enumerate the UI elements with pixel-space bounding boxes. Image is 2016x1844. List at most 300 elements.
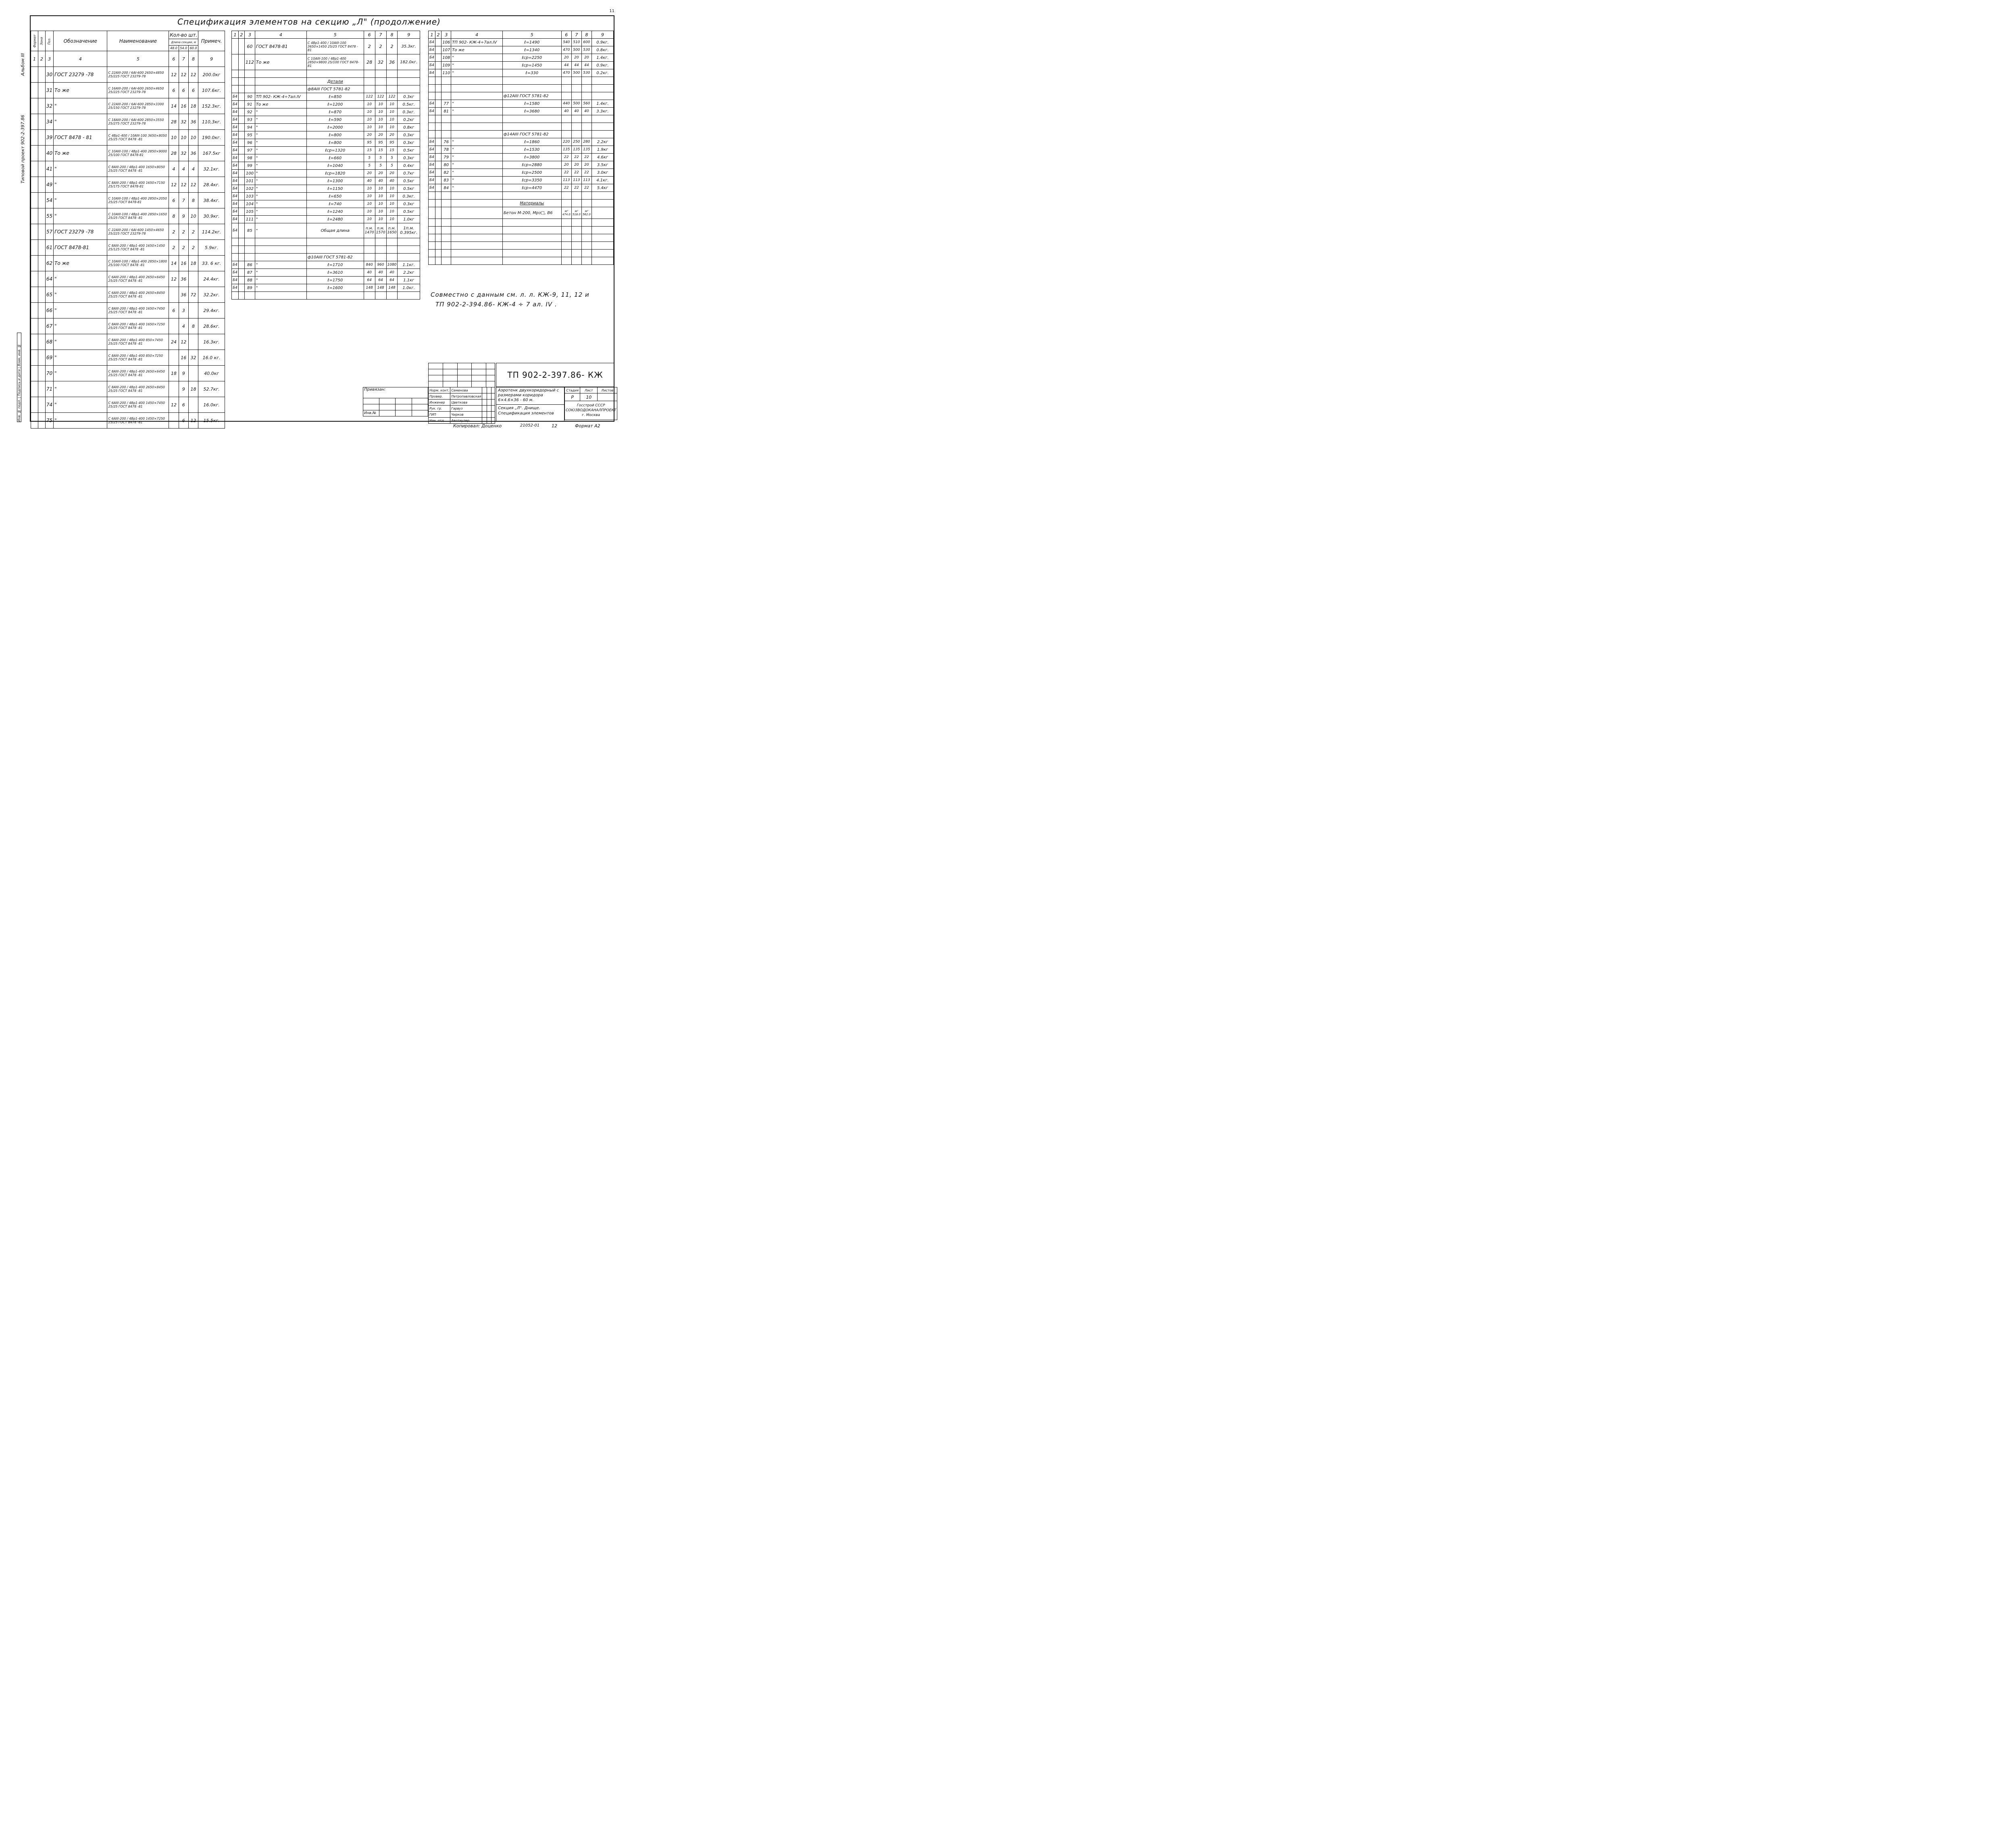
format-cell: Б4 (232, 108, 239, 116)
empty-cell (591, 92, 613, 100)
org-name: Госстрой СССР СОЮЗВОДОКАНАЛПРОЕКТ г. Москва (565, 401, 617, 420)
format-cell: Б4 (232, 139, 239, 147)
empty-cell (451, 192, 503, 200)
empty-cell (375, 78, 386, 85)
empty-cell (571, 115, 581, 123)
format-cell: Б4 (429, 62, 435, 69)
empty-cell (561, 234, 571, 242)
table-row (232, 139, 420, 147)
note-cell: 3.5кг (591, 161, 613, 169)
column-number: 6 (561, 31, 571, 39)
empty-cell (581, 92, 591, 100)
column-number: 1 (429, 31, 435, 39)
empty-cell (591, 200, 613, 207)
note-cell: 0.3кг (398, 131, 420, 139)
empty-cell (442, 123, 451, 131)
zone-cell (38, 224, 45, 240)
pos-cell: 41 (45, 161, 53, 177)
note-cell: 0.9кг. (591, 39, 613, 46)
pos-cell: 89 (244, 284, 255, 292)
qty-60-cell: 40 (386, 269, 398, 277)
table-row (232, 147, 420, 154)
zone-cell (38, 208, 45, 224)
table-row (31, 413, 225, 429)
name-cell: ℓ=1600 (306, 284, 364, 292)
empty-cell (398, 85, 420, 93)
name-cell: ℓ=3680 (502, 108, 561, 115)
col-length: Длина секции, м (169, 39, 198, 46)
format-cell: Б4 (429, 154, 435, 161)
table-row (232, 185, 420, 193)
note-cell: 0.5кг. (398, 101, 420, 108)
empty-cell (502, 192, 561, 200)
format-cell: Б4 (232, 208, 239, 216)
empty-cell (429, 227, 435, 234)
qty-48-cell: 12 (169, 67, 179, 83)
format-cell: Б4 (429, 46, 435, 54)
qty-48-cell: 470 (561, 46, 571, 54)
note-cell: 0.2кг (398, 116, 420, 124)
table-row (31, 224, 225, 240)
zone-cell (435, 92, 441, 100)
qty-54-cell: 64 (375, 277, 386, 284)
empty-cell (232, 70, 239, 78)
note-cell: 29.4кг. (198, 303, 225, 318)
zone-cell (238, 223, 244, 238)
empty-cell (561, 257, 571, 265)
format-cell: Б4 (232, 216, 239, 223)
table-row (232, 116, 420, 124)
empty-cell (398, 238, 420, 246)
qty-48-cell: 28 (364, 54, 375, 70)
format-cell: Б4 (429, 146, 435, 154)
note-cell: 5.9кг. (198, 240, 225, 256)
pos-cell: 92 (244, 108, 255, 116)
qty-48-cell: 2 (169, 224, 179, 240)
pos-cell (442, 207, 451, 219)
zone-cell (38, 130, 45, 146)
qty-60-cell: 10 (188, 208, 198, 224)
zone-cell (238, 116, 244, 124)
designation-cell: " (451, 161, 503, 169)
qty-48-cell: 6 (169, 83, 179, 98)
person-cell: Петропавловская (450, 393, 482, 400)
empty-cell (451, 115, 503, 123)
qty-54-cell: 22 (571, 169, 581, 177)
signature-cell (482, 418, 487, 424)
table-row (429, 108, 614, 115)
table-row (31, 208, 225, 224)
qty-60-cell: 95 (386, 139, 398, 147)
format-cell (31, 381, 38, 397)
empty-cell (442, 234, 451, 242)
group-heading-f10: ф10AIII ГОСТ 5781-82 (306, 254, 364, 261)
designation-cell: " (54, 98, 107, 114)
table-row (232, 193, 420, 200)
name-cell: ℓ=660 (306, 154, 364, 162)
qty-54-cell: 20 (375, 131, 386, 139)
empty-row (429, 250, 614, 257)
designation-cell: ГОСТ 23279 -78 (54, 224, 107, 240)
qty-60-cell: 10 (386, 124, 398, 131)
empty-cell (375, 85, 386, 93)
empty-cell (561, 219, 571, 227)
qty-54-cell: 16 (179, 256, 188, 271)
name-cell: С 10AIII-100 / 4Bp1-400 2850×1800 25/100 ГОСТ 8478 -81 (107, 256, 169, 271)
table-row (31, 98, 225, 114)
format-cell: Б4 (232, 200, 239, 208)
format-cell: Б4 (232, 223, 239, 238)
extra-cell (491, 387, 495, 393)
zone-cell (238, 185, 244, 193)
format-cell: Б4 (429, 138, 435, 146)
qty-54-cell: 7 (179, 193, 188, 208)
pos-cell: 93 (244, 116, 255, 124)
format-cell (31, 177, 38, 193)
qty-48-cell: 28 (169, 114, 179, 130)
qty-54-cell: 148 (375, 284, 386, 292)
column-number: 1 (232, 31, 239, 39)
sheets-value (598, 393, 617, 401)
note-cell: 1.1кг. (398, 261, 420, 269)
column-number: 8 (188, 51, 198, 67)
empty-cell (442, 227, 451, 234)
designation-cell: " (255, 108, 306, 116)
empty-cell (561, 123, 571, 131)
name-cell: С 10AIII-100 / 4Bp1-400 2850×2050 25/25 ГОСТ 8478-81 (107, 193, 169, 208)
column-number: 4 (255, 31, 306, 39)
qty-48-cell (169, 287, 179, 303)
zone-cell (238, 216, 244, 223)
qty-48-cell: 12 (169, 397, 179, 413)
empty-cell (581, 234, 591, 242)
empty-cell (435, 85, 441, 92)
note-cell: 0.8кг. (591, 46, 613, 54)
format-cell (31, 287, 38, 303)
format-cell: Б4 (232, 124, 239, 131)
designation-cell: " (451, 154, 503, 161)
signature-cell (482, 393, 487, 400)
empty-cell (364, 238, 375, 246)
note-cell: 32.1кг. (198, 161, 225, 177)
empty-cell (591, 257, 613, 265)
empty-cell (581, 115, 591, 123)
column-number: 7 (179, 51, 188, 67)
name-cell: С 8AIII-200 / 4Bp1-400 850×7250 25/25 ГОСТ 8478 -81 (107, 350, 169, 366)
zone-cell (435, 146, 441, 154)
pos-cell (442, 200, 451, 207)
name-cell: С 8AIII-200 / 4Bp1-400 1650×7150 25/175 ГОСТ 8478-81 (107, 177, 169, 193)
empty-cell (398, 292, 420, 300)
empty-cell (502, 77, 561, 85)
qty-60-cell: 10 (386, 216, 398, 223)
pos-cell (244, 85, 255, 93)
empty-cell (429, 250, 435, 257)
empty-cell (581, 250, 591, 257)
pos-cell (244, 78, 255, 85)
designation-cell: " (255, 185, 306, 193)
name-cell: ℓ=590 (306, 116, 364, 124)
format-cell: Б4 (429, 108, 435, 115)
table-row (31, 334, 225, 350)
signature-row (429, 412, 495, 418)
table-row (429, 69, 614, 77)
empty-cell (591, 77, 613, 85)
material-name: Бетон М-200, Мрз□, В6 (502, 207, 561, 219)
empty-cell (451, 219, 503, 227)
pos-cell: 68 (45, 334, 53, 350)
zone-cell (435, 200, 441, 207)
col-note: Примеч. (198, 31, 225, 51)
pos-cell: 97 (244, 147, 255, 154)
designation-cell: " (54, 334, 107, 350)
qty-54-cell: 12 (179, 67, 188, 83)
format-cell (31, 67, 38, 83)
pos-cell: 99 (244, 162, 255, 170)
note-cell: 1.9кг (591, 146, 613, 154)
material-row (429, 207, 614, 219)
note-cell: 190.0кг. (198, 130, 225, 146)
qty-48-cell: 20 (561, 161, 571, 169)
zone-cell (38, 240, 45, 256)
empty-cell (429, 192, 435, 200)
zone-cell (238, 54, 244, 70)
name-cell: ℓср=3350 (502, 177, 561, 184)
qty-48-cell: 470 (561, 69, 571, 77)
empty-cell (571, 77, 581, 85)
qty-48-cell: 15 (364, 147, 375, 154)
note-cell: 33. 6 кг. (198, 256, 225, 271)
empty-cell (244, 238, 255, 246)
qty-48-cell: 24 (169, 334, 179, 350)
qty-54-cell: 2 (375, 39, 386, 54)
qty-54-cell: 510 (571, 39, 581, 46)
designation-cell: ТП 902- КЖ-4÷7ал.IV (451, 39, 503, 46)
note-cell: 4.1кг. (591, 177, 613, 184)
qty-48-cell: 95 (364, 139, 375, 147)
qty-48-cell: 148 (364, 284, 375, 292)
zone-cell (238, 200, 244, 208)
empty-cell (451, 257, 503, 265)
name-cell: С 10AIII-100 / 4Bp1-400 2850×9000 25/100 ГОСТ 8478-81 (107, 146, 169, 161)
qty-48-cell: 40 (561, 108, 571, 115)
pos-cell: 84 (442, 184, 451, 192)
qty-60-cell: 15 (386, 147, 398, 154)
pos-cell: 109 (442, 62, 451, 69)
empty-cell (502, 234, 561, 242)
empty-cell (442, 115, 451, 123)
zone-cell (435, 184, 441, 192)
empty-cell (561, 242, 571, 250)
name-cell: С 10AIII-100 / 4Bp1-400 2850×1650 25/25 ГОСТ 8478 -81 (107, 208, 169, 224)
note-cell: 4.6кг (591, 154, 613, 161)
name-cell: ℓ=3800 (502, 154, 561, 161)
column-number: 6 (169, 51, 179, 67)
qty-60-cell (188, 397, 198, 413)
empty-cell (561, 92, 571, 100)
empty-cell (581, 257, 591, 265)
name-cell: С 10AIII-100 / 4Bp1-400 2850×9800 25/100 ГОСТ 8478-81 (306, 54, 364, 70)
pos-cell: 91 (244, 101, 255, 108)
pos-cell: 64 (45, 271, 53, 287)
table-row (429, 146, 614, 154)
qty-54-cell: 6 (179, 413, 188, 429)
empty-cell (502, 85, 561, 92)
stamp-code: ТП 902-2-397.86- КЖ (496, 363, 614, 387)
format-cell (232, 85, 239, 93)
qty-54-cell: 22 (571, 184, 581, 192)
zone-cell (238, 139, 244, 147)
column-number: 8 (581, 31, 591, 39)
designation-cell: " (255, 154, 306, 162)
qty-48-cell: 2 (364, 39, 375, 54)
empty-cell (398, 254, 420, 261)
table-row (31, 256, 225, 271)
note-cell: 5.4кг (591, 184, 613, 192)
designation-cell: ГОСТ 23279 -78 (54, 67, 107, 83)
qty-54-cell: п.м. 1570 (375, 223, 386, 238)
designation-cell: " (255, 193, 306, 200)
order-number: 21052-01 (520, 423, 540, 428)
object-desc: Аэротенк двухкоридорный с размерами коридора 6×4.6×36 - 60 м. (496, 387, 564, 405)
designation-cell: " (54, 114, 107, 130)
pos-cell: 61 (45, 240, 53, 256)
column-number: 2 (38, 51, 45, 67)
name-cell: С 22AIII-200 / 6AI-600 2850×3300 25/150 ГОСТ 23279-78 (107, 98, 169, 114)
date-cell (487, 406, 491, 412)
section-details: Детали (306, 78, 364, 85)
table-row (31, 83, 225, 98)
format-label: Формат А2 (575, 423, 600, 429)
name-cell: С 6AIII-200 / 4Bp1-400 1450×7450 25/25 ГОСТ 8478 -81 (107, 397, 169, 413)
name-cell: ℓср=4470 (502, 184, 561, 192)
format-cell: Б4 (232, 269, 239, 277)
designation-cell: " (451, 169, 503, 177)
qty-60-cell: 113 (581, 177, 591, 184)
format-cell (31, 318, 38, 334)
material-qty-54: м² 518.0 (571, 207, 581, 219)
zone-cell (38, 98, 45, 114)
note-cell: 0.9кг. (591, 62, 613, 69)
table-row (429, 138, 614, 146)
table-row (429, 54, 614, 62)
designation-cell: " (54, 350, 107, 366)
designation-cell: " (451, 100, 503, 108)
signature-row (429, 393, 495, 400)
format-cell (31, 397, 38, 413)
column-number: 4 (451, 31, 503, 39)
name-cell: ℓ=800 (306, 131, 364, 139)
empty-cell (581, 200, 591, 207)
material-qty-48: м² 474.0 (561, 207, 571, 219)
note-cell: 1.0кг. (398, 284, 420, 292)
zone-cell (38, 303, 45, 318)
table-row (31, 161, 225, 177)
designation-cell: То же (54, 83, 107, 98)
name-cell: С 16AIII-200 / 6AI-600 2650×4650 25/225 ГОСТ 23279-78 (107, 83, 169, 98)
zone-cell (435, 62, 441, 69)
designation-cell: " (54, 193, 107, 208)
qty-60-cell: 530 (581, 46, 591, 54)
qty-60-cell (188, 366, 198, 381)
sheets-label: Листов (598, 387, 617, 393)
name-cell: С 22AIII-200 / 6AI-600 2650×4850 25/225 ГОСТ 23279-78 (107, 67, 169, 83)
designation-cell: " (255, 147, 306, 154)
pos-cell (442, 92, 451, 100)
zone-cell (435, 154, 441, 161)
empty-row (429, 234, 614, 242)
qty-48-cell: 10 (364, 200, 375, 208)
signature-block (428, 387, 495, 424)
empty-cell (398, 70, 420, 78)
table-row (429, 46, 614, 54)
format-cell (31, 224, 38, 240)
empty-cell (398, 78, 420, 85)
designation-cell (451, 200, 503, 207)
qty-54-cell: 4 (179, 318, 188, 334)
empty-cell (442, 192, 451, 200)
qty-60-cell: 12 (188, 67, 198, 83)
note-cell: 0.4кг (398, 162, 420, 170)
empty-cell (571, 92, 581, 100)
qty-60-cell: п.м. 1650 (386, 223, 398, 238)
zone-cell (38, 271, 45, 287)
note-cell: 152.3кг. (198, 98, 225, 114)
designation-cell: " (54, 381, 107, 397)
note-cell: 28.6кг. (198, 318, 225, 334)
name-cell: ℓ=1860 (502, 138, 561, 146)
qty-60-cell: 1080 (386, 261, 398, 269)
name-cell: С 8AIII-200 / 4Bp1-400 2650×6450 25/25 ГОСТ 8478 -81 (107, 366, 169, 381)
column-number: 1 (31, 51, 38, 67)
pos-cell: 75 (45, 413, 53, 429)
zone-cell (238, 261, 244, 269)
format-cell (232, 254, 239, 261)
qty-54-cell: 12 (179, 334, 188, 350)
note-cell: 0.5кг (398, 147, 420, 154)
name-cell: С 8AIII-200 / 4Bp1-400 850×7450 25/25 ГОСТ 8478 -81 (107, 334, 169, 350)
note-line-2: ТП 902-2-394.86- КЖ-4 ÷ 7 ал. IV . (435, 301, 557, 308)
name-cell: С 22AIII-200 / 6AI-600 1450×4650 25/225 ГОСТ 23279-78 (107, 224, 169, 240)
qty-48-cell: 5 (364, 154, 375, 162)
qty-54-cell: 40 (375, 177, 386, 185)
pos-cell: 96 (244, 139, 255, 147)
qty-48-cell: 10 (364, 101, 375, 108)
pos-cell: 83 (442, 177, 451, 184)
empty-cell (451, 250, 503, 257)
qty-54-cell: 4 (179, 161, 188, 177)
pos-cell: 67 (45, 318, 53, 334)
empty-cell (591, 250, 613, 257)
stamp-description (496, 387, 564, 422)
format-cell (31, 161, 38, 177)
name-cell: ℓ=850 (306, 93, 364, 101)
qty-54-cell: 40 (571, 108, 581, 115)
designation-cell: " (255, 277, 306, 284)
table-row (429, 62, 614, 69)
table-row (232, 200, 420, 208)
designation-cell: " (451, 54, 503, 62)
person-cell: Гарвуз (450, 406, 482, 412)
qty-48-cell: 20 (364, 170, 375, 177)
empty-row (429, 123, 614, 131)
name-cell: ℓср=1320 (306, 147, 364, 154)
empty-cell (429, 77, 435, 85)
empty-row (429, 85, 614, 92)
qty-48-cell: 22 (561, 154, 571, 161)
empty-cell (435, 234, 441, 242)
zone-cell (238, 284, 244, 292)
